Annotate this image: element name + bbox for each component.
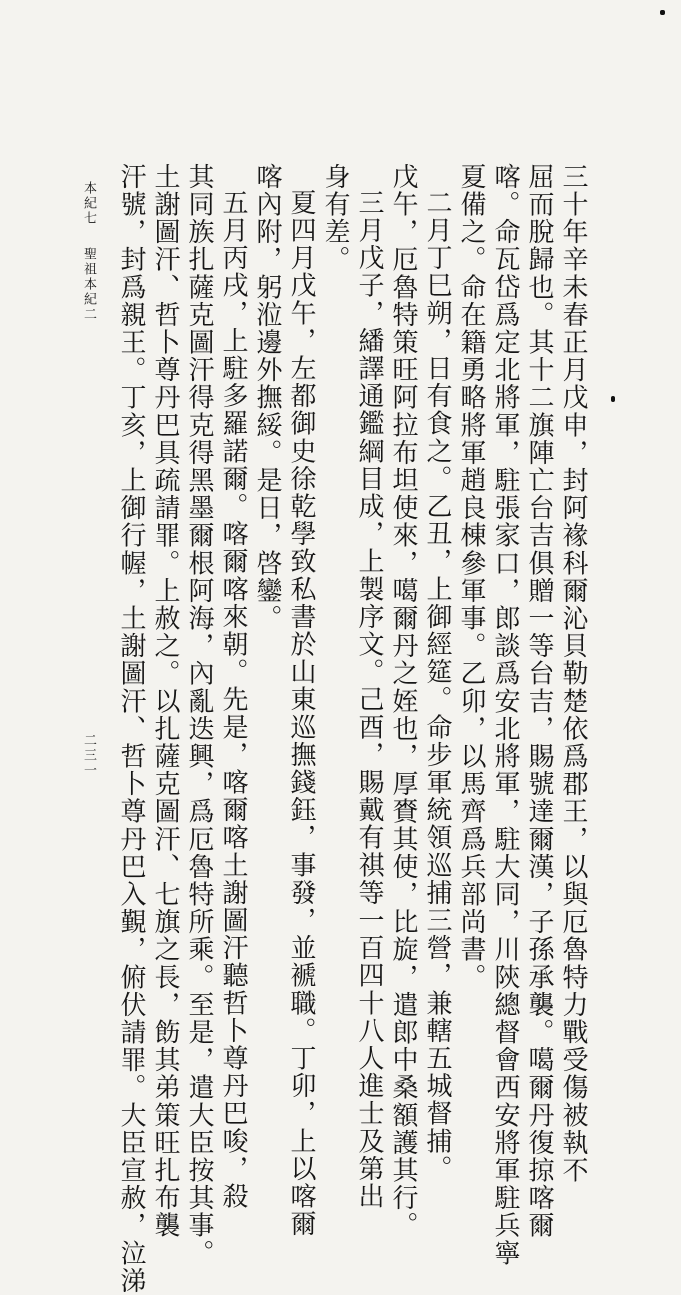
- text-column-8: 身有差。: [320, 163, 350, 274]
- text-column-6: 戊午，厄魯特策旺阿拉布坦使來，噶爾丹之姪也，厚賚其使，比旋，遣郎中桑額護其行。: [388, 163, 418, 1240]
- running-head-chapter: 本紀七: [81, 181, 96, 226]
- text-column-12: 其同族扎薩克圖汗得克得黑墨爾根阿海，內亂迭興，爲厄魯特所乘。至是，遣大臣按其事。: [184, 163, 214, 1267]
- text-column-1: 三十年辛未春正月戊申，封阿褖科爾沁貝勒楚依爲郡王，以與厄魯特力戰受傷被執不: [558, 163, 588, 1185]
- text-column-3: 喀。命瓦岱爲定北將軍，駐張家口，郎談爲安北將軍，駐大同，川陝總督會西安將軍駐兵寧: [490, 163, 520, 1267]
- ink-spot: [660, 10, 665, 15]
- text-column-11: 五月丙戌，上駐多羅諾爾。喀爾喀來朝。先是，喀爾喀土謝圖汗聽哲卜尊丹巴唆，殺: [218, 189, 248, 1211]
- text-column-9: 夏四月戊午，左都御史徐乾學致私書於山東巡撫錢鈺，事發，並褫職。丁卯，上以喀爾: [286, 189, 316, 1238]
- ink-spot: [611, 396, 615, 402]
- text-column-13: 土謝圖汗、哲卜尊丹巴具疏請罪。上赦之。以扎薩克圖汗、七旗之長，飭其弟策旺扎布襲: [150, 163, 180, 1240]
- text-column-7: 三月戊子，繙譯通鑑綱目成，上製序文。己酉，賜戴有祺等一百四十八人進士及第出: [354, 189, 384, 1211]
- running-head-section: 聖祖本紀二: [81, 247, 96, 322]
- text-column-2: 屈而脫歸也。其十二旗陣亡台吉俱贈一等台吉，賜號達爾漢，子孫承襲。噶爾丹復掠喀爾: [524, 163, 554, 1240]
- text-column-10: 喀內附，躬涖邊外撫綏。是日，啓鑾。: [252, 163, 282, 633]
- text-column-5: 二月丁巳朔，日有食之。乙丑，上御經筵。命步軍統領巡捕三營，兼轄五城督捕。: [422, 189, 452, 1183]
- page-number: 二三一: [81, 733, 96, 778]
- text-column-4: 夏備之。命在籍勇略將軍趙良棟參軍事。乙卯，以馬齊爲兵部尚書。: [456, 163, 486, 991]
- text-column-14: 汗號，封爲親王。丁亥，上御行幄，土謝圖汗、哲卜尊丹巴入覲，俯伏請罪。大臣宣赦，泣涕: [116, 163, 146, 1295]
